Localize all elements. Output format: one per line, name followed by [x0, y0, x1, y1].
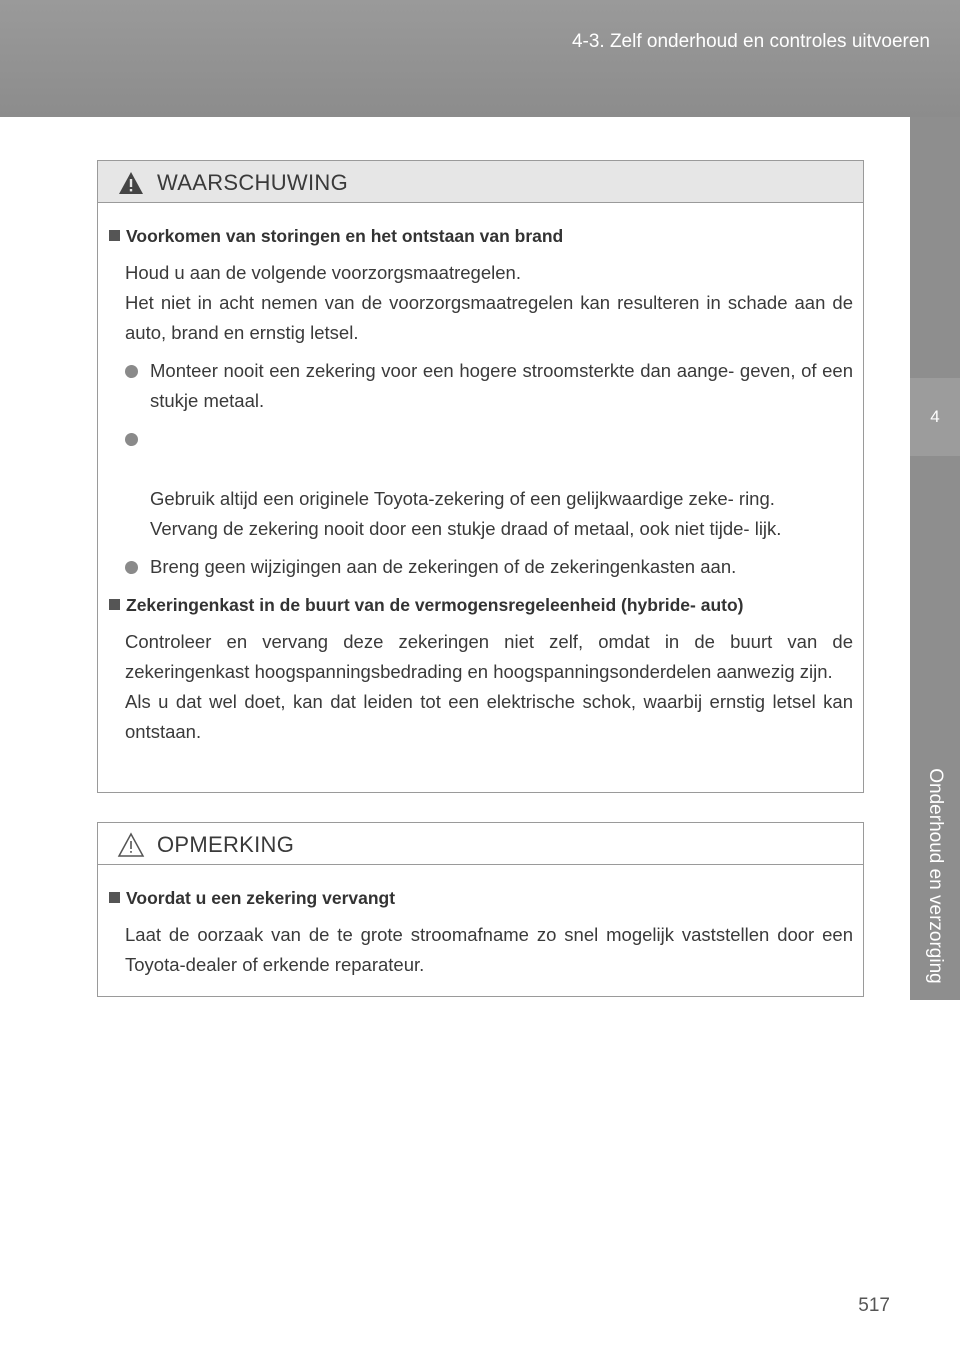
notice-text: Laat de oorzaak van de te grote stroomafname zo snel mogelijk vaststellen door een Toyota-dealer of erkende reparateur. [125, 924, 853, 975]
page-number: 517 [858, 1295, 890, 1316]
warning-header [98, 161, 863, 203]
notice-box [97, 822, 864, 997]
warning-title: WAARSCHUWING [157, 170, 348, 195]
section-heading-text: Zekeringenkast in de buurt van de vermogensregeleenheid (hybride- auto) [126, 595, 744, 615]
header-band [0, 0, 960, 117]
notice-title: OPMERKING [157, 832, 295, 857]
chapter-label: Onderhoud en verzorging [925, 768, 946, 984]
square-bullet-icon [109, 892, 120, 903]
square-bullet-icon [109, 599, 120, 610]
notice-body [98, 865, 863, 980]
section-text: Controleer en vervang deze zekeringen niet zelf, omdat in de buurt van de zekeringenkast hoogspanningsbedrading en hoogspanningsonderdelen aanwezig zijn. Als u dat wel doet, kan dat leiden tot een elektrische schok, waarbij ernstig letsel kan ontstaan. [125, 631, 853, 742]
section-heading-text: Voordat u een zekering vervangt [126, 888, 396, 908]
section-heading [115, 590, 853, 620]
round-bullet-icon [125, 433, 138, 446]
notice-header [98, 823, 863, 865]
bullet-item [125, 356, 853, 416]
section-heading [115, 883, 853, 913]
chapter-label-wrap [910, 756, 960, 996]
round-bullet-icon [125, 365, 138, 378]
chapter-number: 4 [910, 378, 960, 456]
warning-triangle-icon [117, 170, 145, 196]
bullet-text: Monteer nooit een zekering voor een hogere stroomsterkte dan aange- geven, of een stukje metaal. [150, 360, 853, 411]
bullet-item [125, 424, 853, 544]
notice-triangle-icon [117, 832, 145, 858]
bullet-text: Gebruik altijd een originele Toyota-zekering of een gelijkwaardige zeke- ring. Vervang de zekering nooit door een stukje draad of metaal, ook niet tijde- lijk. [150, 488, 782, 539]
bullet-item [125, 552, 853, 582]
section-title: 4-3. Zelf onderhoud en controles uitvoeren [571, 31, 930, 52]
section-heading [115, 221, 853, 251]
intro-text: Houd u aan de volgende voorzorgsmaatregelen. Het niet in acht nemen van de voorzorgsmaatregelen kan resulteren in schade aan de auto, brand en ernstig letsel. [125, 262, 853, 343]
square-bullet-icon [109, 230, 120, 241]
warning-box [97, 160, 864, 793]
section-heading-text: Voorkomen van storingen en het ontstaan van brand [126, 226, 564, 246]
warning-body [98, 203, 863, 747]
bullet-text: Breng geen wijzigingen aan de zekeringen of de zekeringenkasten aan. [150, 556, 737, 577]
round-bullet-icon [125, 561, 138, 574]
